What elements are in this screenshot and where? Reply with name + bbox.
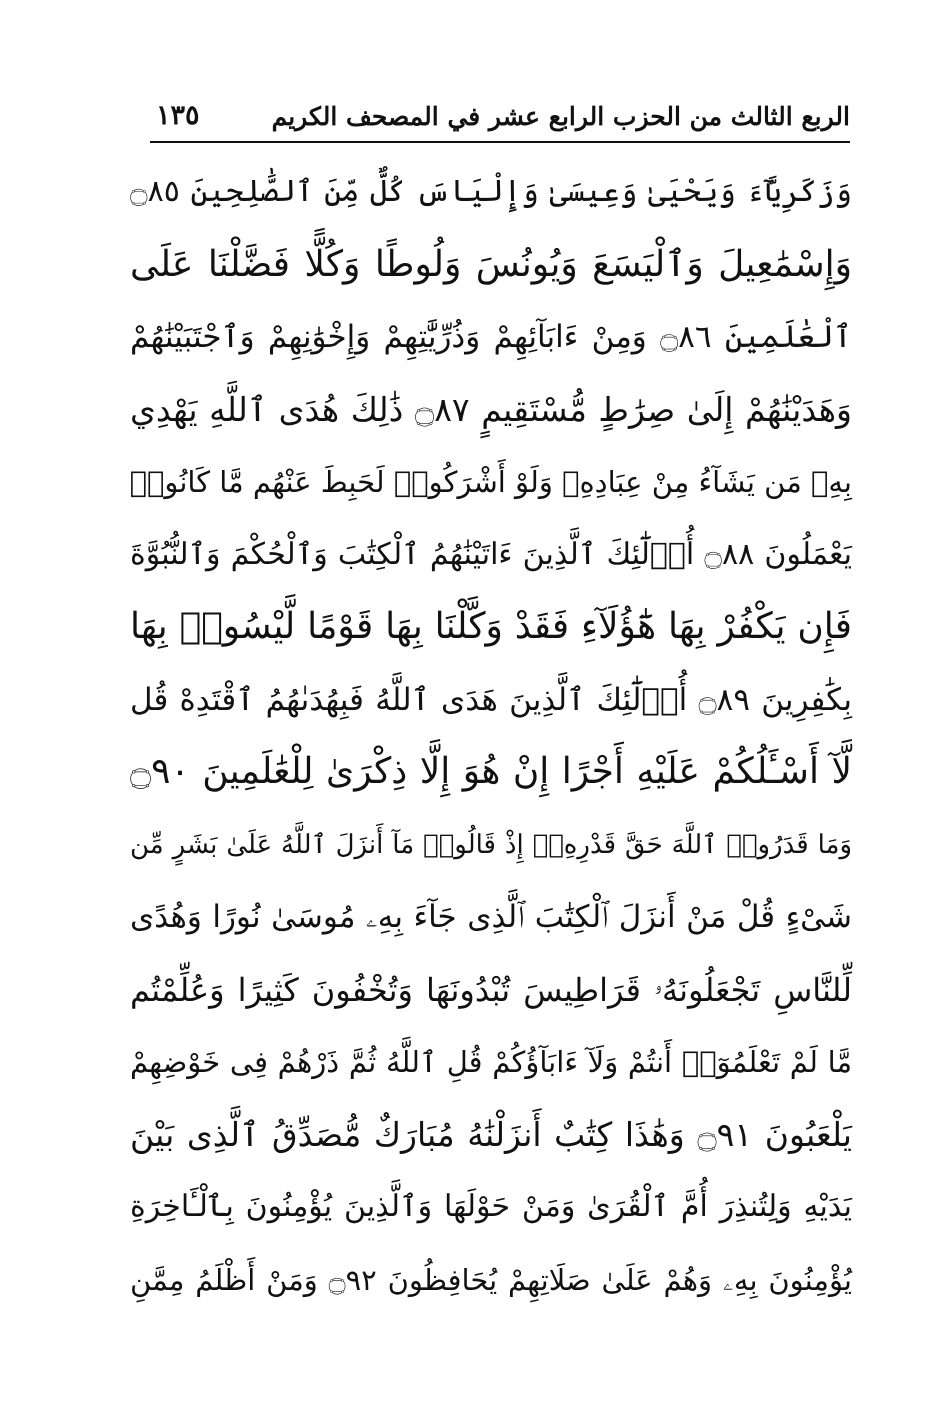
text-line: يُؤْمِنُونَ بِهِۦ وَهُمْ عَلَىٰ صَلَاتِهِمْ يُحَافِظُونَ ۝٩٢ وَمَنْ أَظْلَمُ مِمَّنِ bbox=[130, 1262, 853, 1297]
text-line: وَإِسْمَٰعِيلَ وَٱلْيَسَعَ وَيُونُسَ وَلُوطًا وَكُلًّا فَضَّلْنَا عَلَى bbox=[130, 243, 852, 285]
page-header bbox=[150, 96, 850, 140]
text-line: بِكَٰفِرِينَ ۝٨٩ أُو۟لَٰٓئِكَ ٱلَّذِينَ هَدَى ٱللَّهُ فَبِهُدَىٰهُمُ ٱقْتَدِهْ قُل bbox=[130, 681, 852, 718]
quran-text-body bbox=[130, 156, 852, 1316]
text-line: وَهَدَيْنَٰهُمْ إِلَىٰ صِرَٰطٍ مُّسْتَقِيمٍ ۝٨٧ ذَٰلِكَ هُدَى ٱللَّهِ يَهْدِي bbox=[130, 389, 852, 429]
text-line: ٱلْعَٰلَمِينَ ۝٨٦ وَمِنْ ءَابَآئِهِمْ وَذُرِّيَّٰتِهِمْ وَإِخْوَٰنِهِمْ وَٱجْتَبَيْنَٰهُمْ bbox=[130, 319, 852, 355]
page-header-title: الربع الثالث من الحزب الرابع عشر في المصحف الكريم bbox=[271, 102, 850, 131]
text-line: يَدَيْهِ وَلِتُنذِرَ أُمَّ ٱلْقُرَىٰ وَمَنْ حَوْلَهَا وَٱلَّذِينَ يُؤْمِنُونَ بِٱلْـَٔاخِرَةِ bbox=[130, 1189, 852, 1224]
text-line: يَلْعَبُونَ ۝٩١ وَهَٰذَا كِتَٰبٌ أَنزَلْنَٰهُ مُبَارَكٌ مُّصَدِّقُ ٱلَّذِى بَيْنَ bbox=[130, 1114, 852, 1154]
header-divider bbox=[150, 141, 850, 143]
text-line: يَعْمَلُونَ ۝٨٨ أُو۟لَٰٓئِكَ ٱلَّذِينَ ءَاتَيْنَٰهُمُ ٱلْكِتَٰبَ وَٱلْحُكْمَ وَٱلنُّبُوَّةَ bbox=[130, 536, 852, 572]
text-line: بِهِۦ مَن يَشَآءُ مِنْ عِبَادِهِۦ وَلَوْ أَشْرَكُوا۟ لَحَبِطَ عَنْهُم مَّا كَانُوا۟ bbox=[129, 465, 852, 499]
text-line: لِّلنَّاسِ تَجْعَلُونَهُۥ قَرَاطِيسَ تُبْدُونَهَا وَتُخْفُونَ كَثِيرًا وَعُلِّمْتُم bbox=[130, 970, 852, 1009]
text-line: وَمَا قَدَرُوا۟ ٱللَّهَ حَقَّ قَدْرِهِۦٓ إِذْ قَالُوا۟ مَآ أَنزَلَ ٱللَّهُ عَلَىٰ بَشَرٍ مِّن bbox=[130, 829, 852, 860]
page-number: ١٣٥ bbox=[156, 100, 200, 131]
text-line: لَّآ أَسْـَٔلُكُمْ عَلَيْهِ أَجْرًا إِنْ هُوَ إِلَّا ذِكْرَىٰ لِلْعَٰلَمِينَ ۝٩٠ bbox=[130, 751, 852, 792]
text-line: مَّا لَمْ تَعْلَمُوٓا۟ أَنتُمْ وَلَآ ءَابَآؤُكُمْ قُلِ ٱللَّهُ ثُمَّ ذَرْهُمْ فِى خَوْضِهِمْ bbox=[130, 1045, 852, 1079]
text-line: فَإِن يَكْفُرْ بِهَا هَٰٓؤُلَآءِ فَقَدْ وَكَّلْنَا بِهَا قَوْمًا لَّيْسُوا۟ بِهَا bbox=[130, 606, 852, 647]
text-line: وَزَكَرِيَّآءَ وَيَحْيَىٰ وَعِيسَىٰ وَإِلْيَاسَ كُلٌّ مِّنَ ٱلصَّٰلِحِينَ ۝٨٥ bbox=[130, 174, 852, 209]
text-line: شَىْءٍ قُلْ مَنْ أَنزَلَ ٱلْكِتَٰبَ ٱلَّذِى جَآءَ بِهِۦ مُوسَىٰ نُورًا وَهُدًى bbox=[130, 899, 852, 935]
